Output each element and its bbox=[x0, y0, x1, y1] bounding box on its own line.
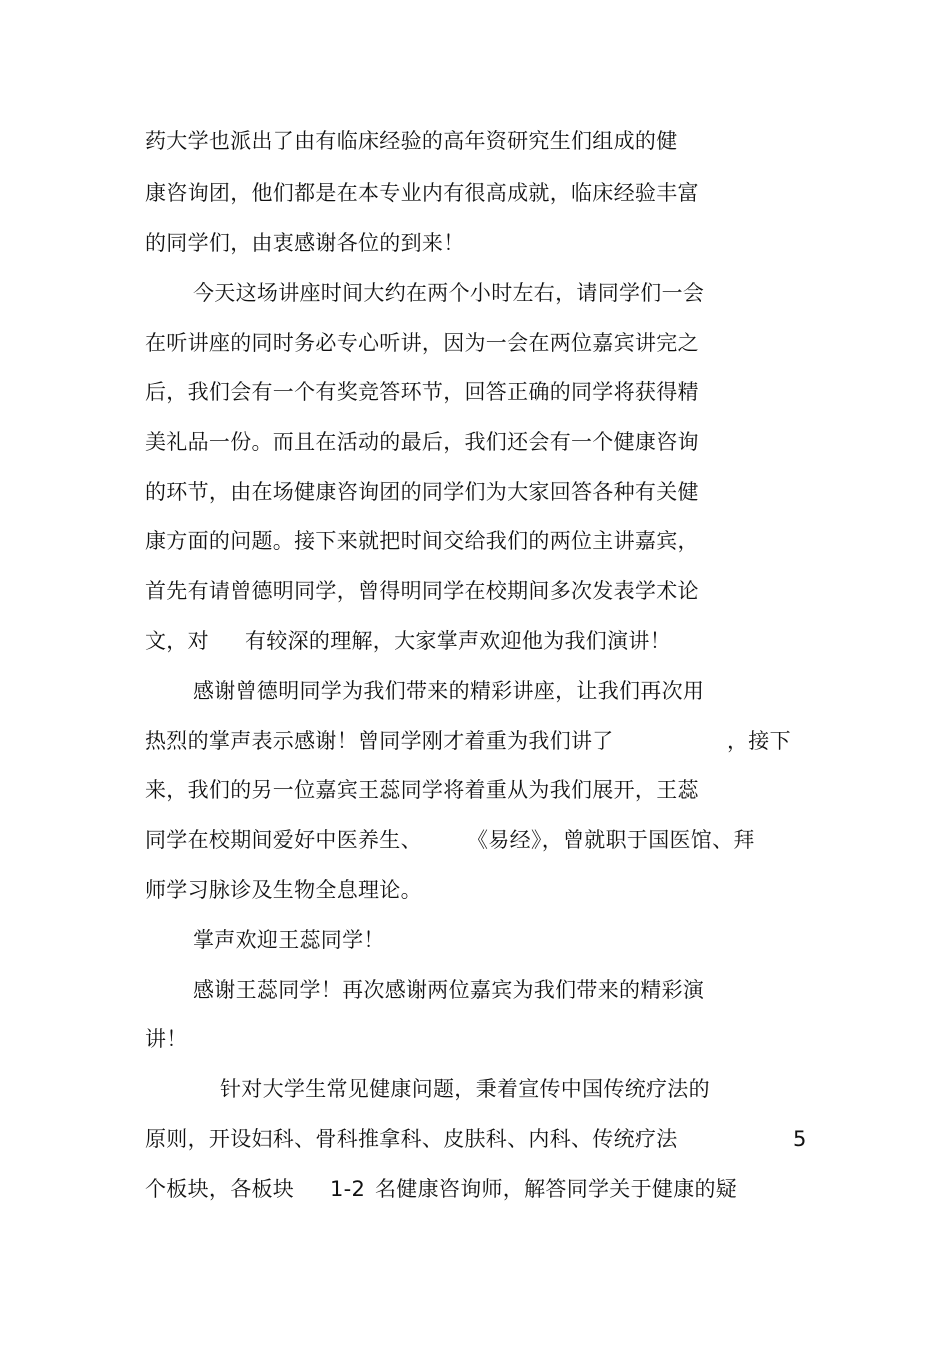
text-line-19: 讲！ bbox=[145, 1027, 188, 1051]
text-line-12: 感谢曾德明同学为我们带来的精彩讲座，让我们再次用 bbox=[193, 679, 705, 703]
text-line-6: 后，我们会有一个有奖竞答环节，回答正确的同学将获得精 bbox=[145, 380, 699, 404]
text-line-11-part-1: 文，对 bbox=[145, 629, 209, 653]
text-line-13-part-2: ，接下 bbox=[727, 729, 791, 753]
text-line-21-part-1: 原则，开设妇科、骨科推拿科、皮肤科、内科、传统疗法 bbox=[145, 1127, 678, 1151]
text-line-5: 在听讲座的同时务必专心听讲，因为一会在两位嘉宾讲完之 bbox=[145, 331, 699, 355]
text-line-10: 首先有请曾德明同学，曾得明同学在校期间多次发表学术论 bbox=[145, 579, 699, 603]
text-line-4: 今天这场讲座时间大约在两个小时左右，请同学们一会 bbox=[193, 281, 705, 305]
text-line-11 bbox=[145, 627, 745, 655]
text-line-15-part-2: 《易经》，曾就职于国医馆、拜 bbox=[467, 828, 755, 852]
text-line-21 bbox=[145, 1125, 810, 1153]
text-line-8: 的环节，由在场健康咨询团的同学们为大家回答各种有关健 bbox=[145, 480, 699, 504]
text-line-22-part-1: 个板块，各板块 bbox=[145, 1177, 295, 1201]
text-line-13-part-1: 热烈的掌声表示感谢！曾同学刚才着重为我们讲了 bbox=[145, 729, 614, 753]
text-line-20: 针对大学生常见健康问题，秉着宣传中国传统疗法的 bbox=[220, 1077, 710, 1101]
text-line-7: 美礼品一份。而且在活动的最后，我们还会有一个健康咨询 bbox=[145, 430, 699, 454]
text-line-16: 师学习脉诊及生物全息理论。 bbox=[145, 878, 422, 902]
text-line-11-part-2: 有较深的理解，大家掌声欢迎他为我们演讲！ bbox=[245, 629, 671, 653]
text-line-22-part-3: 名健康咨询师，解答同学关于健康的疑 bbox=[375, 1177, 738, 1201]
text-line-3: 的同学们，由衷感谢各位的到来！ bbox=[145, 231, 465, 255]
text-line-17: 掌声欢迎王蕊同学！ bbox=[193, 928, 385, 952]
text-line-2: 康咨询团，他们都是在本专业内有很高成就，临床经验丰富 bbox=[145, 181, 699, 205]
text-line-9: 康方面的问题。接下来就把时间交给我们的两位主讲嘉宾， bbox=[145, 529, 699, 553]
text-line-14: 来，我们的另一位嘉宾王蕊同学将着重从为我们展开，王蕊 bbox=[145, 778, 699, 802]
text-line-15-part-1: 同学在校期间爱好中医养生、 bbox=[145, 828, 422, 852]
text-line-22-part-2: 1-2 bbox=[330, 1177, 366, 1201]
text-line-21-part-2: 5 bbox=[793, 1127, 807, 1151]
text-line-13 bbox=[145, 727, 805, 755]
text-line-15 bbox=[145, 826, 785, 854]
text-line-22 bbox=[145, 1175, 770, 1203]
text-line-18: 感谢王蕊同学！再次感谢两位嘉宾为我们带来的精彩演 bbox=[193, 978, 705, 1002]
text-line-1: 药大学也派出了由有临床经验的高年资研究生们组成的健 bbox=[145, 129, 678, 153]
